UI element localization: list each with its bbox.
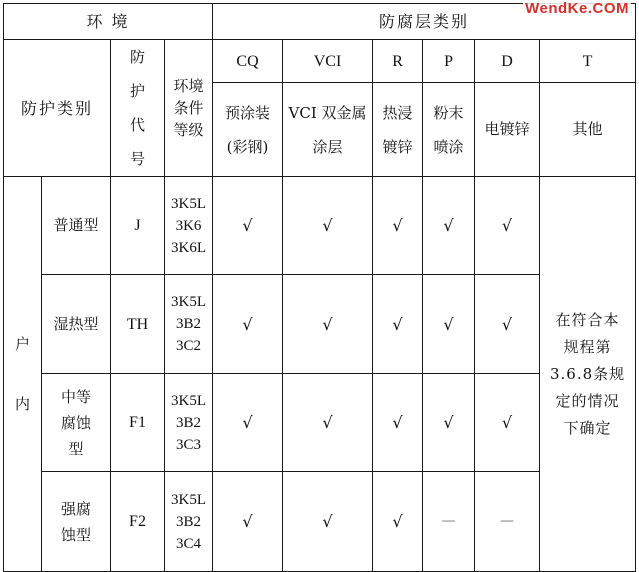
coating-name-cq: 预涂装(彩钢): [213, 83, 283, 177]
check-mark: √: [373, 177, 423, 275]
row-type: 湿热型: [42, 275, 111, 374]
check-mark: √: [475, 374, 540, 472]
header-protection-code: 防护代号: [111, 40, 165, 177]
watermark-logo: WendKe.COM: [525, 0, 629, 17]
coating-name-vci: VCI 双金属涂层: [283, 83, 373, 177]
row-conditions: 3K5L 3B2 3C3: [165, 374, 213, 472]
row-code: TH: [111, 275, 165, 374]
coating-code-p: P: [423, 40, 475, 83]
coating-name-r: 热浸镀锌: [373, 83, 423, 177]
header-environment: 环 境: [4, 4, 213, 40]
other-coating-note: 在符合本规程第3.6.8条规定的情况下确定: [540, 177, 636, 572]
not-applicable-mark: —: [423, 472, 475, 572]
check-mark: √: [423, 374, 475, 472]
check-mark: √: [475, 275, 540, 374]
coating-code-t: T: [540, 40, 636, 83]
not-applicable-mark: —: [475, 472, 540, 572]
coating-category-table: [3, 3, 636, 572]
location-indoor: 户内: [4, 177, 42, 572]
check-mark: √: [283, 374, 373, 472]
coating-name-p: 粉末喷涂: [423, 83, 475, 177]
check-mark: √: [373, 472, 423, 572]
coating-code-cq: CQ: [213, 40, 283, 83]
check-mark: √: [213, 472, 283, 572]
coating-name-t: 其他: [540, 83, 636, 177]
row-type: 中等腐蚀型: [42, 374, 111, 472]
row-code: F2: [111, 472, 165, 572]
check-mark: √: [213, 177, 283, 275]
coating-name-d: 电镀锌: [475, 83, 540, 177]
row-conditions: 3K5L 3B2 3C2: [165, 275, 213, 374]
coating-code-vci: VCI: [283, 40, 373, 83]
row-code: J: [111, 177, 165, 275]
header-env-condition-level: 环境条件等级: [165, 40, 213, 177]
header-protection-type: 防护类别: [4, 40, 111, 177]
check-mark: √: [283, 177, 373, 275]
check-mark: √: [423, 177, 475, 275]
check-mark: √: [373, 275, 423, 374]
check-mark: √: [283, 472, 373, 572]
coating-code-d: D: [475, 40, 540, 83]
row-type: 强腐蚀型: [42, 472, 111, 572]
row-conditions: 3K5L 3B2 3C4: [165, 472, 213, 572]
header-coating-category: 防腐层类别: [213, 4, 636, 40]
check-mark: √: [373, 374, 423, 472]
check-mark: √: [423, 275, 475, 374]
check-mark: √: [283, 275, 373, 374]
row-code: F1: [111, 374, 165, 472]
row-conditions: 3K5L 3K6 3K6L: [165, 177, 213, 275]
check-mark: √: [213, 374, 283, 472]
row-type: 普通型: [42, 177, 111, 275]
check-mark: √: [213, 275, 283, 374]
check-mark: √: [475, 177, 540, 275]
coating-code-r: R: [373, 40, 423, 83]
